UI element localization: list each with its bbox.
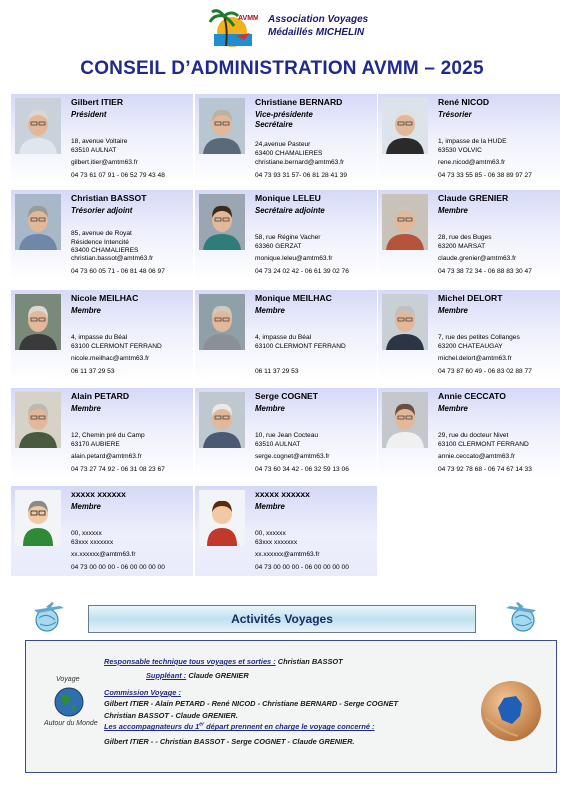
- member-address-1: 28, rue des Buges: [438, 234, 492, 241]
- member-address-2: 63200 CHATEAUGAY: [438, 342, 503, 350]
- globe-text-bottom: Autour du Monde: [44, 720, 98, 727]
- member-name: Christian BASSOT: [71, 193, 147, 203]
- member-address-1: 29, rue du docteur Nivet: [438, 432, 509, 439]
- avatar-placeholder-icon: [199, 490, 245, 546]
- member-name: Nicole MEILHAC: [71, 293, 139, 303]
- member-address-1: 12, Chemin pré du Camp: [71, 432, 145, 439]
- suppleant-name: Claude GRENIER: [188, 671, 249, 680]
- suppleant-label: Suppléant :: [146, 671, 187, 680]
- member-address-2: 63xxx xxxxxxx: [255, 538, 298, 546]
- member-email[interactable]: michel.delort@amtm63.fr: [438, 355, 512, 362]
- member-role: Membre: [255, 306, 285, 315]
- member-phone: 04 73 93 31 57- 06 81 28 41 39: [255, 172, 348, 179]
- suppleant-line: [146, 671, 249, 680]
- member-phone: 04 73 27 74 92 - 06 31 08 23 67: [71, 466, 165, 473]
- member-photo: [382, 98, 428, 154]
- association-name: [268, 13, 368, 39]
- member-phone: 04 73 38 72 34 - 06 88 83 30 47: [438, 268, 532, 275]
- member-address-1: 4, impasse du Béal: [255, 334, 312, 341]
- member-card: [195, 290, 377, 380]
- member-address-2: 63170 AUBIERE: [71, 440, 120, 448]
- member-role: Membre: [71, 404, 101, 413]
- member-card: [195, 486, 377, 576]
- member-photo: [15, 294, 61, 350]
- member-photo: [199, 294, 245, 350]
- member-address-2: Résidence Intencité: [71, 238, 129, 246]
- member-address-1: 24,avenue Pasteur: [255, 141, 311, 148]
- member-card: [11, 94, 193, 184]
- member-address-3: 63400 CHAMALIERES: [71, 247, 139, 254]
- member-phone: 04 73 00 00 00 - 06 00 00 00 00: [255, 564, 349, 571]
- plane-globe-icon-left: [30, 600, 68, 638]
- member-email[interactable]: nicole.meilhac@amtm63.fr: [71, 355, 150, 362]
- avmm-logo: [206, 6, 258, 50]
- member-name: xxxxx xxxxxx: [255, 489, 310, 499]
- member-name: Monique MEILHAC: [255, 293, 332, 303]
- logo-text: AVMM: [238, 15, 258, 22]
- avatar-placeholder-icon: [15, 490, 61, 546]
- member-photo: [382, 392, 428, 448]
- member-role: Président: [71, 110, 107, 119]
- member-card: [11, 290, 193, 380]
- responsable-name: Christian BASSOT: [277, 657, 343, 666]
- member-name: René NICOD: [438, 97, 490, 107]
- member-phone: 06 11 37 29 53: [255, 368, 299, 375]
- member-address-2: 63200 MARSAT: [438, 242, 486, 250]
- member-email[interactable]: monique.leleu@amtm63.fr: [255, 255, 333, 262]
- member-email[interactable]: alain.petard@amtm63.fr: [71, 453, 142, 460]
- member-name: Monique LELEU: [255, 193, 321, 203]
- member-email[interactable]: christian.bassot@amtm63.fr: [71, 255, 154, 262]
- member-card: [195, 388, 377, 478]
- member-name: Annie CECCATO: [438, 391, 506, 401]
- member-email[interactable]: christiane.bernard@amtm63.fr: [255, 159, 345, 166]
- member-address-1: 58, rue Régine Vacher: [255, 234, 321, 241]
- member-role-2: Secrétaire: [255, 120, 293, 129]
- member-photo: [15, 194, 61, 250]
- member-card: [378, 388, 560, 478]
- member-name: Michel DELORT: [438, 293, 503, 303]
- accompagnateurs-line: Gilbert ITIER - - Christian BASSOT - Serge COGNET - Claude GRENIER.: [104, 737, 355, 746]
- member-email[interactable]: xx.xxxxxx@amtm63.fr: [71, 551, 136, 558]
- page-title: CONSEIL D’ADMINISTRATION AVMM – 2025: [80, 58, 484, 79]
- globe-text-top: Voyage: [56, 676, 80, 683]
- member-address-2: 63100 CLERMONT FERRAND: [71, 342, 162, 350]
- member-photo: [199, 194, 245, 250]
- member-role: Trésorier: [438, 110, 472, 119]
- member-name: Gilbert ITIER: [71, 97, 124, 107]
- member-role: Membre: [438, 404, 468, 413]
- member-name: Claude GRENIER: [438, 193, 509, 203]
- member-phone: 04 73 60 05 71 - 06 81 48 06 97: [71, 268, 165, 275]
- member-address-1: 85, avenue de Royat: [71, 230, 132, 237]
- member-card: [378, 94, 560, 184]
- member-role: Membre: [71, 306, 101, 315]
- member-phone: 04 73 61 07 91 - 06 52 79 43 48: [71, 172, 165, 179]
- member-role: Secrétaire adjointe: [255, 206, 325, 215]
- member-address-2: 63360 GERZAT: [255, 242, 302, 250]
- member-address-2: 63100 CLERMONT FERRAND: [438, 440, 529, 448]
- member-card: [11, 486, 193, 576]
- member-photo: [199, 98, 245, 154]
- member-role: Membre: [71, 502, 101, 511]
- member-email[interactable]: rene.nicod@amtm63.fr: [438, 159, 506, 166]
- member-address-1: 18, avenue Voltaire: [71, 138, 128, 145]
- accompagnateurs-label: Les accompagnateurs du 1er départ prennent en charge le voyage concerné :: [104, 722, 375, 732]
- member-phone: 04 73 87 60 49 - 06 83 02 88 77: [438, 368, 532, 375]
- member-address-2: 63100 CLERMONT FERRAND: [255, 342, 346, 350]
- member-address-1: 10, rue Jean Cocteau: [255, 432, 319, 439]
- member-phone: 06 11 37 29 53: [71, 368, 115, 375]
- member-email[interactable]: annie.ceccato@amtm63.fr: [438, 453, 516, 460]
- member-photo: [15, 392, 61, 448]
- association-line-1: Association Voyages: [268, 14, 369, 25]
- member-phone: 04 73 33 55 85 - 06 38 89 97 27: [438, 172, 532, 179]
- member-card: [195, 94, 377, 184]
- commission-line-1: Gilbert ITIER - Alain PETARD - René NICOD - Christiane BERNARD - Serge COGNET: [104, 699, 399, 708]
- member-name: Christiane BERNARD: [255, 97, 343, 107]
- member-card: [195, 190, 377, 280]
- member-card: [378, 290, 560, 380]
- member-phone: 04 73 60 34 42 - 06 32 59 13 06: [255, 466, 349, 473]
- member-address-1: 4, impasse du Béal: [71, 334, 128, 341]
- member-address-1: 7, rue des petites Collanges: [438, 334, 520, 341]
- member-email[interactable]: serge.cognet@amtm63.fr: [255, 453, 330, 460]
- member-card: [378, 190, 560, 280]
- member-role: Membre: [438, 206, 468, 215]
- member-role: Membre: [438, 306, 468, 315]
- member-name: xxxxx xxxxxx: [71, 489, 126, 499]
- member-address-2: 63xxx xxxxxxx: [71, 538, 114, 546]
- member-role: Membre: [255, 404, 285, 413]
- member-address-2: 63510 AULNAT: [255, 440, 301, 448]
- association-line-2: Médaillés MICHELIN: [268, 27, 365, 38]
- france-globe-icon: [478, 678, 544, 744]
- member-card: [11, 190, 193, 280]
- member-phone: 04 73 24 02 42 - 06 61 39 02 76: [255, 268, 349, 275]
- member-email[interactable]: xx.xxxxxx@amtm63.fr: [255, 551, 320, 558]
- member-name: Serge COGNET: [255, 391, 319, 401]
- member-address-1: 00, xxxxxx: [255, 530, 286, 537]
- member-card: [11, 388, 193, 478]
- member-phone: 04 73 00 00 00 - 06 00 00 00 00: [71, 564, 165, 571]
- responsable-line: [104, 657, 343, 666]
- activities-banner: Activités Voyages: [88, 605, 476, 633]
- member-address-1: 1, impasse de la HUDE: [438, 138, 507, 145]
- responsable-label: Responsable technique tous voyages et sorties :: [104, 657, 276, 666]
- member-role: Membre: [255, 502, 285, 511]
- member-address-2: 63510 AULNAT: [71, 146, 117, 154]
- plane-globe-icon-right: [502, 600, 540, 638]
- member-role: Trésorier adjoint: [71, 206, 133, 215]
- member-email[interactable]: gilbert.itier@amtm63.fr: [71, 159, 138, 166]
- member-phone: 04 73 92 78 68 - 06 74 67 14 33: [438, 466, 532, 473]
- member-photo: [382, 294, 428, 350]
- member-address-2: 63530 VOLVIC: [438, 146, 482, 154]
- member-role: Vice-présidente: [255, 110, 313, 119]
- member-photo: [382, 194, 428, 250]
- member-photo: [199, 392, 245, 448]
- member-address-2: 63400 CHAMALIERES: [255, 149, 323, 157]
- member-address-1: 00, xxxxxx: [71, 530, 102, 537]
- member-photo: [15, 98, 61, 154]
- member-email[interactable]: claude.grenier@amtm63.fr: [438, 255, 517, 262]
- commission-line-2: Christian BASSOT - Claude GRENIER.: [104, 711, 238, 720]
- commission-label: Commission Voyage :: [104, 688, 181, 697]
- member-name: Alain PETARD: [71, 391, 130, 401]
